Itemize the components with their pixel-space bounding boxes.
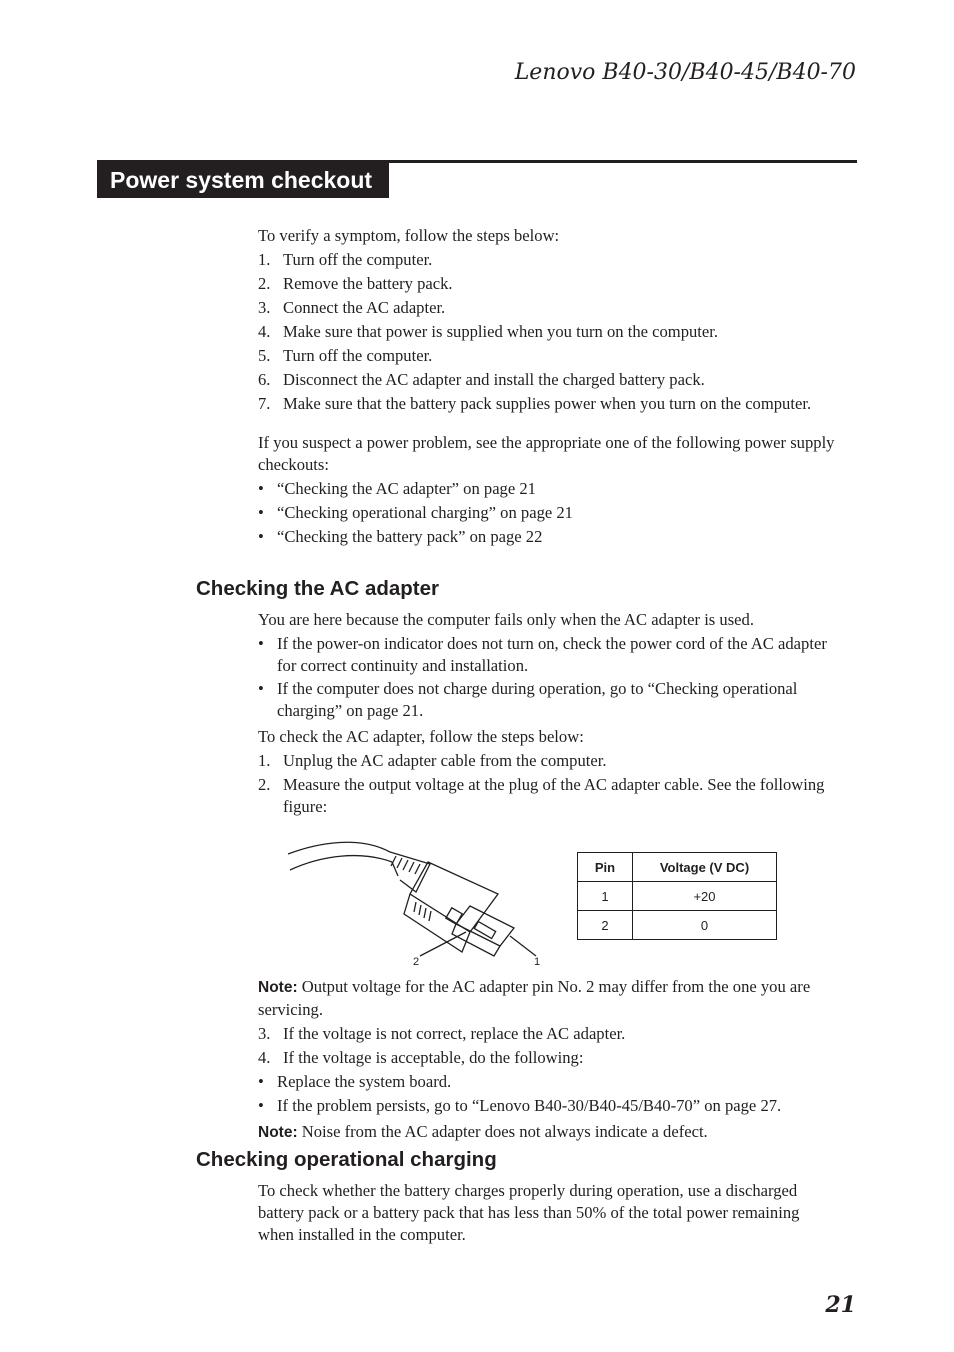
ac-step: 4. If the voltage is acceptable, do the following:	[258, 1048, 584, 1067]
page-number: 21	[825, 1292, 856, 1318]
intro-step: 3. Connect the AC adapter.	[258, 298, 446, 317]
ac-action-bullet: • If the problem persists, go to “Lenovo B40-30/B40-45/B40-70” on page 27.	[258, 1096, 782, 1115]
table-header-pin: Pin	[578, 853, 633, 882]
section-title: Power system checkout	[97, 163, 389, 198]
ac-steps-lead: To check the AC adapter, follow the steps below:	[258, 727, 584, 746]
table-header-row	[578, 853, 777, 882]
ac-adapter-block	[258, 609, 858, 818]
note-label: Note:	[258, 979, 298, 996]
ac-adapter-bullet: • If the computer does not charge during operation, go to “Checking operational charging” on page 21.	[258, 679, 798, 720]
intro-step: 7. Make sure that the battery pack supplies power when you turn on the computer.	[258, 394, 812, 413]
intro-step: 4. Make sure that power is supplied when you turn on the computer.	[258, 322, 719, 341]
operational-charging-heading: Checking operational charging	[196, 1148, 497, 1171]
note-2: Note: Noise from the AC adapter does not always indicate a defect.	[258, 1122, 708, 1141]
running-header-title: Lenovo B40-30/B40-45/B40-70	[514, 60, 856, 85]
pin-voltage-table	[577, 852, 777, 940]
table-cell: 2	[578, 911, 633, 940]
ac-adapter-bullet: • If the power-on indicator does not turn on, check the power cord of the AC adapter for correct continuity and installation.	[258, 634, 827, 675]
ac-action-bullet: • Replace the system board.	[258, 1072, 452, 1091]
intro-step: 6. Disconnect the AC adapter and install the charged battery pack.	[258, 370, 705, 389]
ac-step: 2. Measure the output voltage at the plug of the AC adapter cable. See the following figure:	[258, 775, 825, 816]
pin-label-1: 1	[534, 956, 541, 968]
operational-charging-text: To check whether the battery charges properly during operation, use a discharged battery pack or a battery pack that has less than 50% of the total power remaining when installed in the computer.	[258, 1181, 800, 1244]
intro-lead: To verify a symptom, follow the steps below:	[258, 226, 560, 245]
intro-step: 5. Turn off the computer.	[258, 346, 433, 365]
table-row	[578, 911, 777, 940]
checkout-link-item: • “Checking operational charging” on page 21	[258, 503, 573, 522]
ac-adapter-heading: Checking the AC adapter	[196, 577, 440, 600]
ac-adapter-lead: You are here because the computer fails only when the AC adapter is used.	[258, 610, 754, 629]
pin-label-2: 2	[413, 956, 420, 968]
checkout-link-item: • “Checking the battery pack” on page 22	[258, 527, 543, 546]
ac-step: 3. If the voltage is not correct, replace the AC adapter.	[258, 1024, 626, 1043]
table-cell: 0	[633, 911, 777, 940]
note-label: Note:	[258, 1124, 298, 1141]
table-cell: 1	[578, 882, 633, 911]
intro-block	[258, 225, 858, 548]
intro-step: 1. Turn off the computer.	[258, 250, 433, 269]
table-cell: +20	[633, 882, 777, 911]
table-header-voltage: Voltage (V DC)	[633, 853, 777, 882]
ac-step: 1. Unplug the AC adapter cable from the computer.	[258, 751, 607, 770]
checkout-link-item: • “Checking the AC adapter” on page 21	[258, 479, 536, 498]
intro-step: 2. Remove the battery pack.	[258, 274, 453, 293]
table-row	[578, 882, 777, 911]
ac-adapter-block-2	[258, 976, 858, 1144]
note-1: Note: Output voltage for the AC adapter pin No. 2 may differ from the one you are servicing.	[258, 977, 811, 1019]
suspect-paragraph: If you suspect a power problem, see the appropriate one of the following power supply checkouts:	[258, 433, 835, 474]
ac-adapter-plug-illustration	[280, 832, 560, 972]
